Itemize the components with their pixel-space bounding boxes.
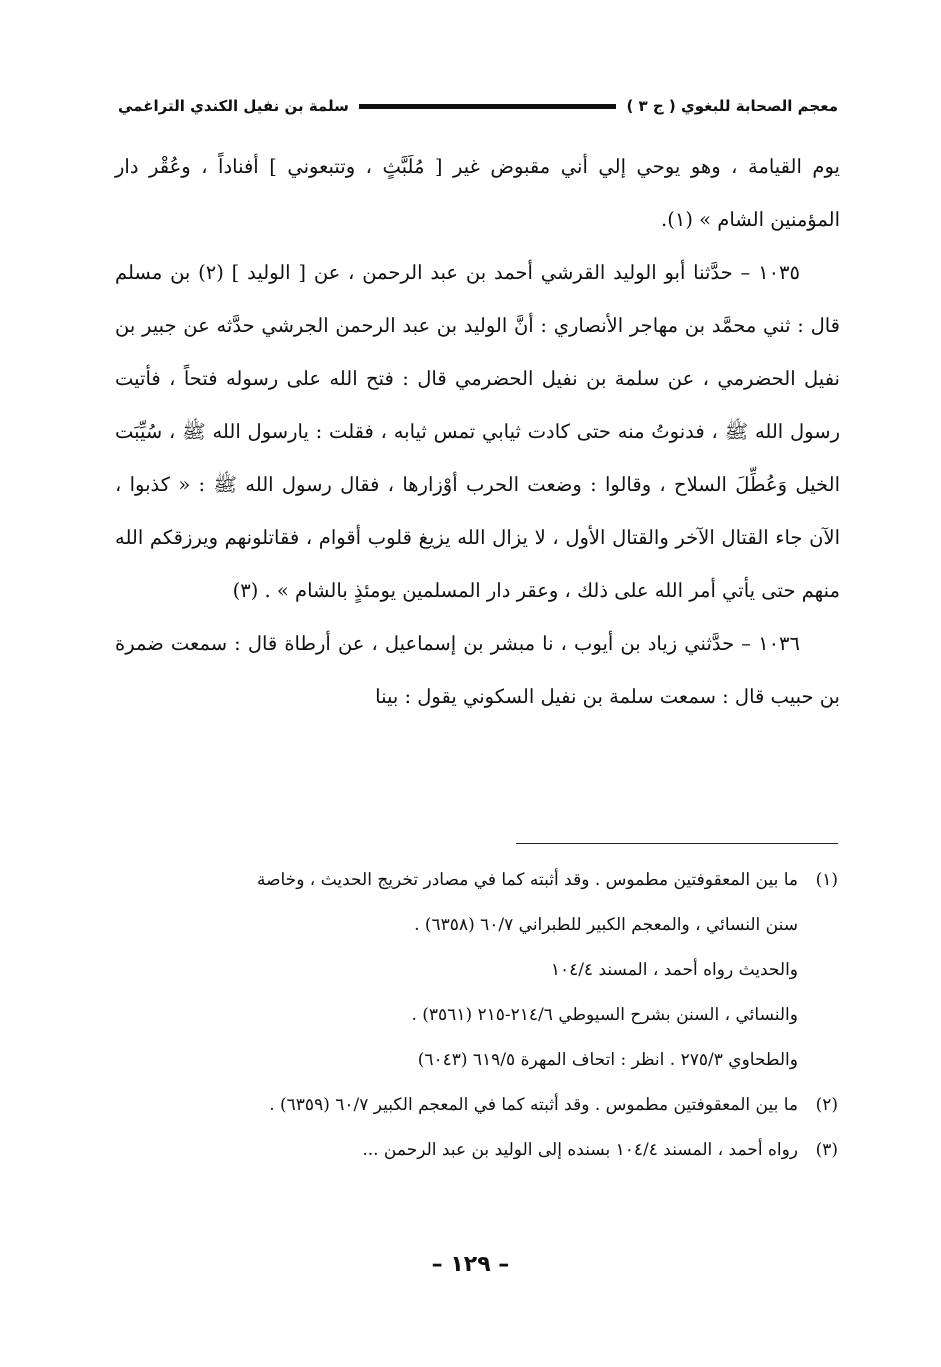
footnote-text: رواه أحمد ، المسند ١٠٤/٤ بسنده إلى الوليد بن عبد الرحمن ... <box>362 1140 798 1160</box>
hadith-1035: ١٠٣٥ – حدَّثنا أبو الوليد القرشي أحمد بن عبد الرحمن ، عن [ الوليد ] (٢) بن مسلم قال : ثني محمَّد بن مهاجر الأنصاري : أنَّ الوليد بن عبد الرحمن الجرشي حدَّثه عن جبير بن نفيل الحضرمي ، عن سلمة بن نفيل الحضرمي قال : فتح الله على رسوله فتحاً ، فأتيت رسول الله ﷺ ، فدنوتُ منه حتى كادت ثيابي تمس ثيابه ، فقلت : يارسول الله ﷺ ، سُيِّبَت الخيل وَعُطِّلَ السلاح ، وقالوا : وضعت الحرب أوْزارها ، فقال رسول الله ﷺ : « كذبوا ، الآن جاء القتال الآخر والقتال الأول ، لا يزال الله يزيغ قلوب أقوام ، فقاتلونهم ويرزقكم الله منهم حتى يأتي أمر الله على ذلك ، وعقر دار المسلمين يومئذٍ بالشام » . (٣) <box>115 261 840 602</box>
footnote-1-line-4: والنسائي ، السنن بشرح السيوطي ٢١٤/٦-٢١٥ (٣٥٦١) . <box>411 1005 798 1025</box>
header-section-title: سلمة بن نفيل الكندي التراغمي <box>118 97 349 115</box>
footnotes <box>120 858 838 1173</box>
hadith-1036: ١٠٣٦ – حدَّثني زياد بن أيوب ، نا مبشر بن إسماعيل ، عن أرطاة قال : سمعت ضمرة بن حبيب قال : سمعت سلمة بن نفيل السكوني يقول : بينا <box>115 632 840 708</box>
main-text <box>115 140 840 723</box>
footnote-1-line-5: والطحاوي ٢٧٥/٣ . انظر : اتحاف المهرة ٦١٩/٥ (٦٠٤٣) <box>417 1050 798 1070</box>
header-book-title: معجم الصحابة للبغوي ( ج ٣ ) <box>626 97 838 115</box>
footnote-1-line-3: والحديث رواه أحمد ، المسند ١٠٤/٤ <box>550 960 798 980</box>
header-rule <box>359 104 617 109</box>
footnote-number: (٢) <box>815 1095 838 1115</box>
footnote-1-line-2: سنن النسائي ، والمعجم الكبير للطبراني ٦٠/٧ (٦٣٥٨) . <box>414 915 798 935</box>
footnote-text: ما بين المعقوفتين مطموس . وقد أثبته كما في المعجم الكبير ٦٠/٧ (٦٣٥٩) . <box>269 1095 798 1115</box>
footnote-number: (٣) <box>815 1140 838 1160</box>
paragraph-continuation: يوم القيامة ، وهو يوحي إلي أني مقبوض غير [ مُلَبَّثٍ ، وتتبعوني ] أفناداً ، وعُقْر دار المؤمنين الشام » (١). <box>115 155 840 231</box>
footnote-3 <box>120 1128 838 1173</box>
footnote-number: (١) <box>815 870 838 890</box>
footnote-text: ما بين المعقوفتين مطموس . وقد أثبته كما في مصادر تخريج الحديث ، وخاصة <box>256 870 798 890</box>
running-header <box>118 86 838 126</box>
footnote-divider <box>516 843 838 844</box>
footnote-2 <box>120 1083 838 1128</box>
page-number: – ١٢٩ – <box>431 1252 510 1277</box>
footnote-1 <box>120 858 838 903</box>
